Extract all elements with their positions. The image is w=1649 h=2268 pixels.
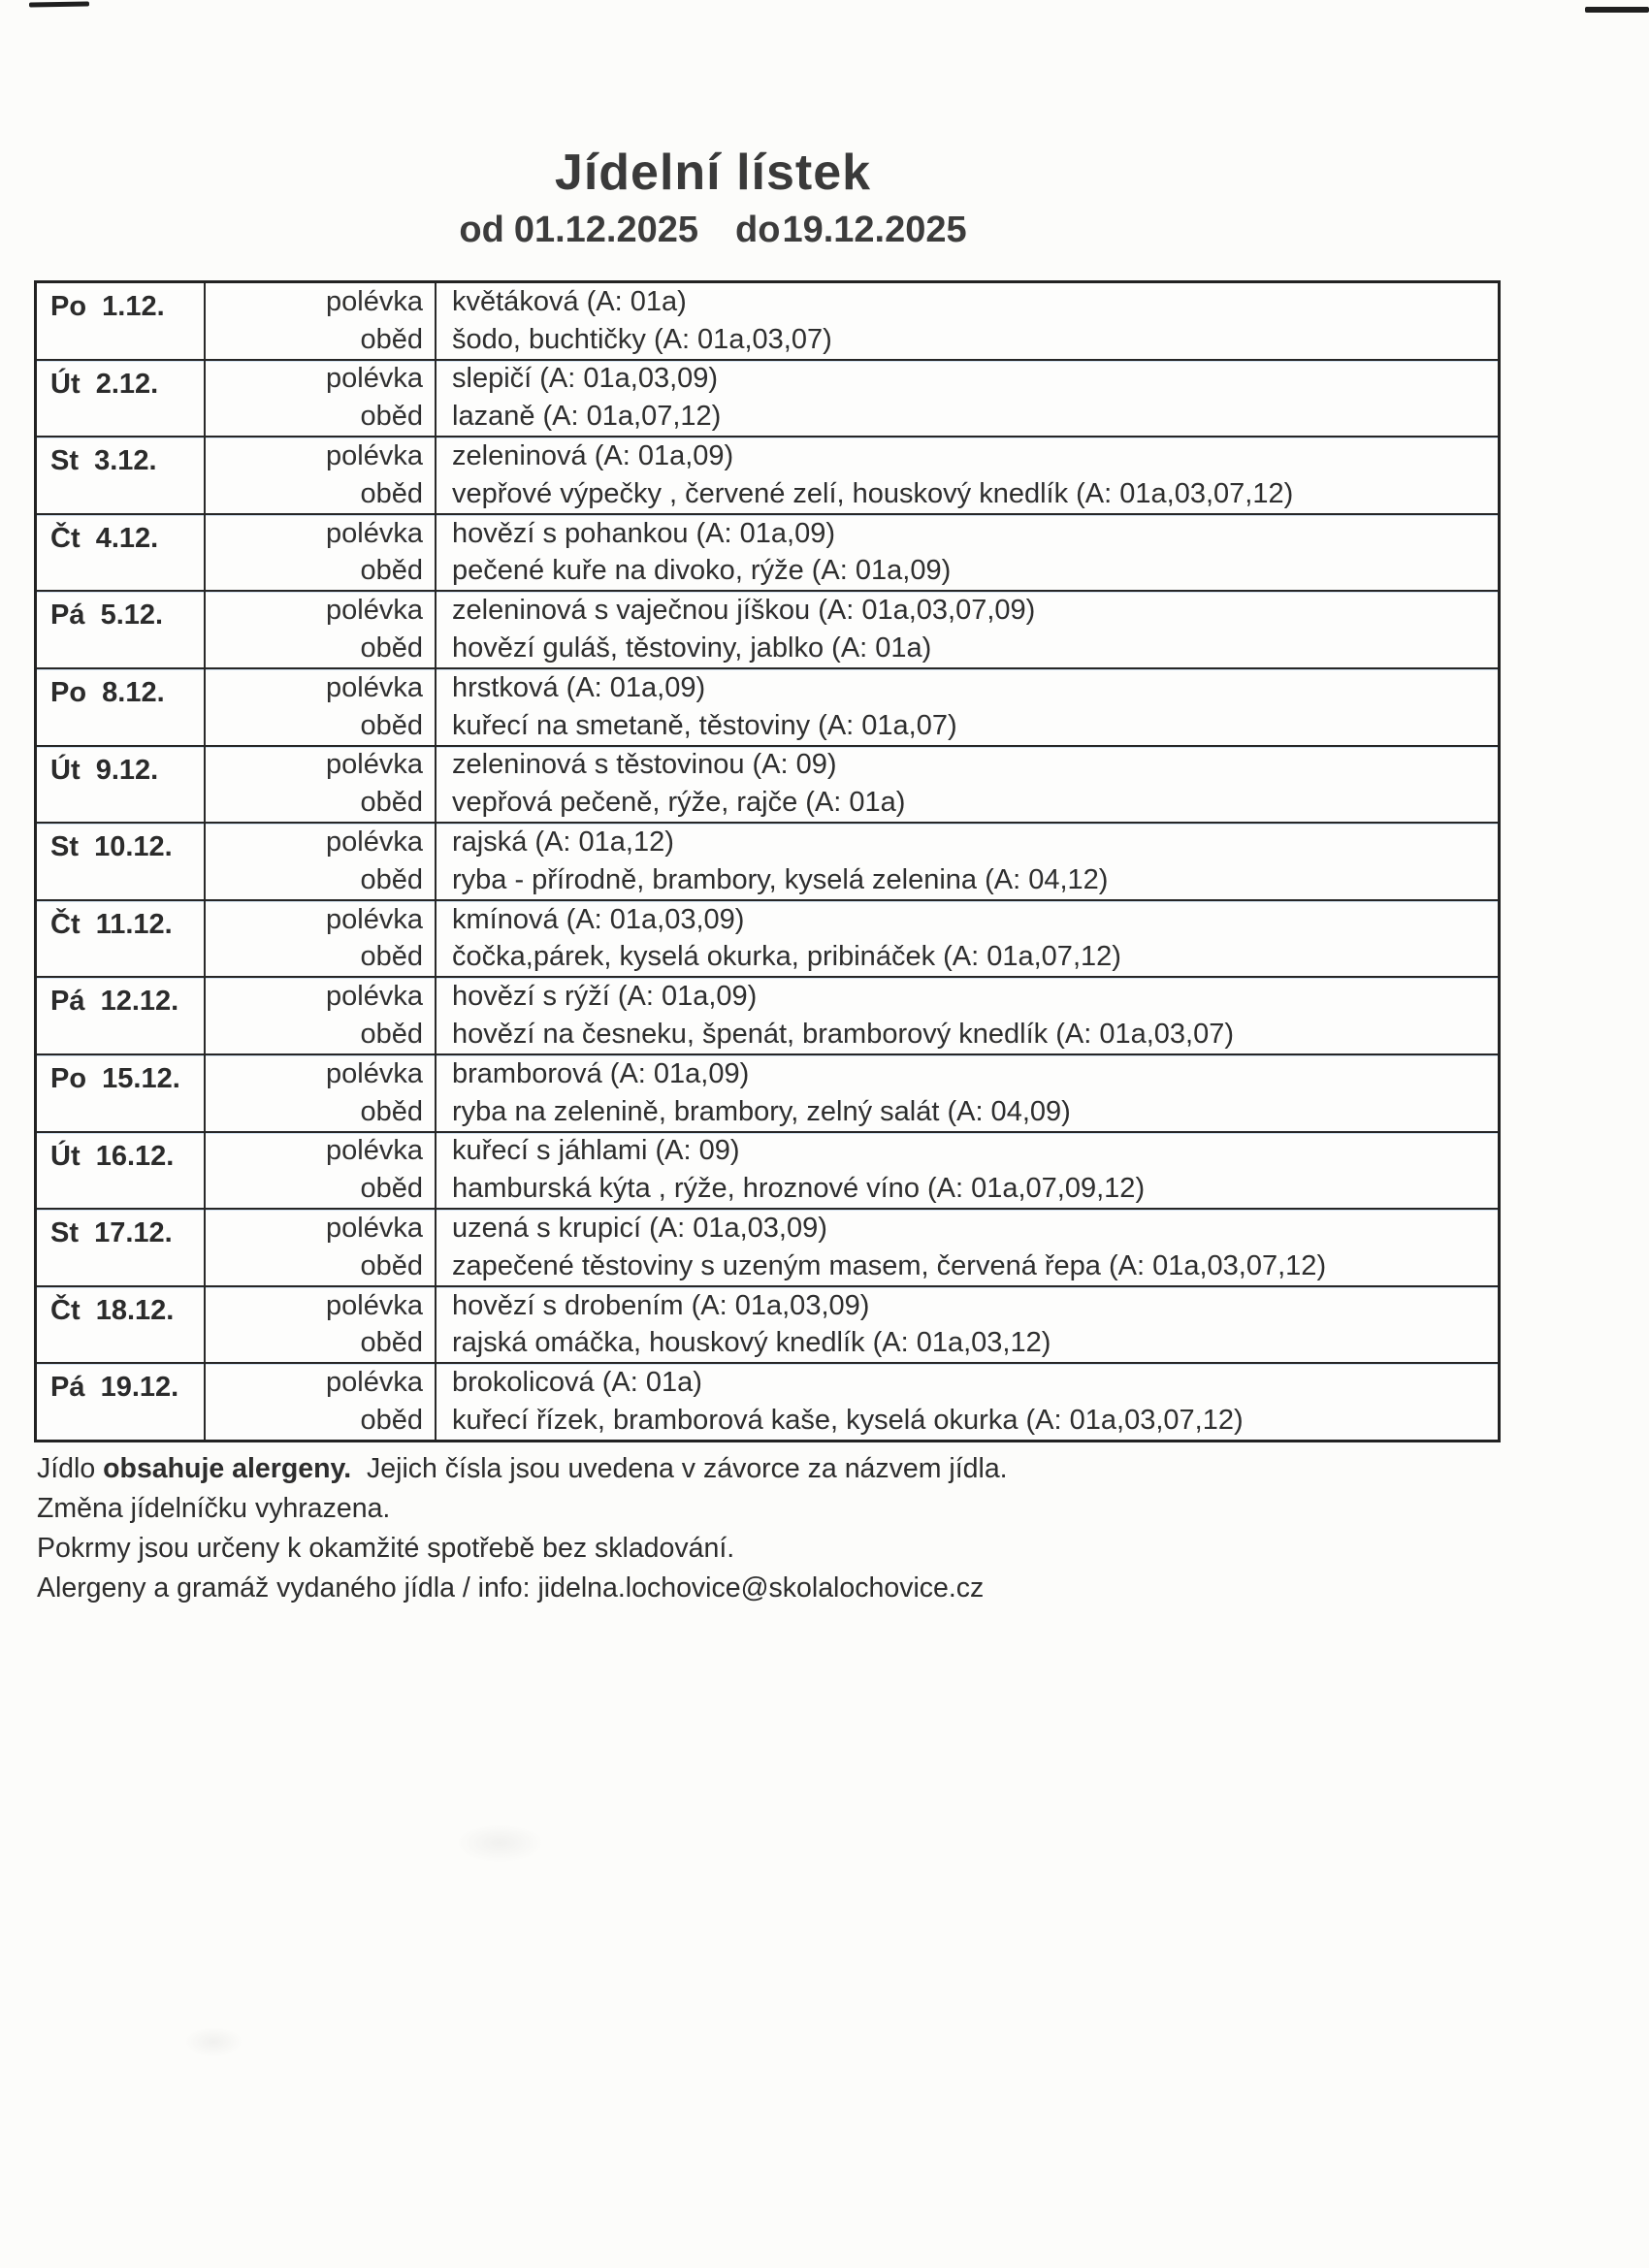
lunch-dish: kuřecí na smetaně, těstoviny (A: 01a,07)	[452, 709, 957, 741]
day-label: St 17.12.	[37, 1210, 206, 1285]
meal-type-column	[206, 592, 436, 667]
soup-label: polévka	[326, 595, 423, 627]
soup-dish: hrstková (A: 01a,09)	[452, 671, 706, 703]
soup-label: polévka	[326, 1367, 423, 1399]
lunch-dish: rajská omáčka, houskový knedlík (A: 01a,03,12)	[452, 1327, 1051, 1359]
menu-day-block	[37, 669, 1498, 747]
menu-day-block	[37, 592, 1498, 669]
day-label: Čt 11.12.	[37, 901, 206, 977]
meal-type-column	[206, 437, 436, 513]
dish-column	[436, 361, 1498, 437]
lunch-dish: zapečené těstoviny s uzeným masem, červená řepa (A: 01a,03,07,12)	[452, 1249, 1327, 1281]
menu-day-block	[37, 1133, 1498, 1211]
meal-type-column	[206, 669, 436, 745]
meal-type-column	[206, 978, 436, 1053]
lunch-label: oběd	[360, 1173, 423, 1205]
day-label: Út 16.12.	[37, 1133, 206, 1209]
soup-label: polévka	[326, 363, 423, 395]
dish-column	[436, 515, 1498, 591]
menu-day-block	[37, 824, 1498, 901]
soup-label: polévka	[326, 1057, 423, 1089]
day-label: Čt 4.12.	[37, 515, 206, 591]
menu-day-block	[37, 1210, 1498, 1287]
lunch-dish: pečené kuře na divoko, rýže (A: 01a,09)	[452, 555, 952, 587]
lunch-label: oběd	[360, 787, 423, 819]
soup-dish: květáková (A: 01a)	[452, 285, 687, 317]
contact-note: Alergeny a gramáž vydaného jídla / info: jidelna.lochovice@skolalochovice.cz	[37, 1572, 985, 1604]
lunch-dish: čočka,párek, kyselá okurka, pribináček (A: 01a,07,12)	[452, 941, 1121, 973]
meal-type-column	[206, 1055, 436, 1131]
soup-dish: uzená s krupicí (A: 01a,03,09)	[452, 1213, 827, 1245]
soup-dish: hovězí s rýží (A: 01a,09)	[452, 981, 758, 1013]
soup-label: polévka	[326, 1135, 423, 1167]
soup-dish: rajská (A: 01a,12)	[452, 826, 674, 859]
lunch-label: oběd	[360, 863, 423, 895]
soup-dish: zeleninová s těstovinou (A: 09)	[452, 749, 837, 781]
dish-column	[436, 747, 1498, 823]
lunch-label: oběd	[360, 1019, 423, 1051]
meal-type-column	[206, 515, 436, 591]
menu-day-block	[37, 437, 1498, 515]
menu-table	[34, 280, 1501, 1442]
day-label: Čt 18.12.	[37, 1287, 206, 1363]
meal-type-column	[206, 283, 436, 359]
footer-notes	[37, 1449, 1589, 1608]
consumption-note: Pokrmy jsou určeny k okamžité spotřebě bez skladování.	[37, 1533, 735, 1564]
lunch-label: oběd	[360, 1095, 423, 1127]
menu-day-block	[37, 901, 1498, 979]
day-label: Pá 12.12.	[37, 978, 206, 1053]
lunch-dish: vepřové výpečky , červené zelí, houskový knedlík (A: 01a,03,07,12)	[452, 477, 1294, 509]
soup-label: polévka	[326, 826, 423, 859]
dish-column	[436, 1364, 1498, 1440]
to-date: 19.12.2025	[782, 210, 967, 250]
from-date: 01.12.2025	[513, 210, 698, 250]
soup-label: polévka	[326, 517, 423, 549]
soup-dish: hovězí s pohankou (A: 01a,09)	[452, 517, 835, 549]
allergen-note: Jídlo obsahuje alergeny. Jejich čísla jsou uvedena v závorce za názvem jídla.	[37, 1453, 1008, 1484]
dish-column	[436, 283, 1498, 359]
soup-dish: zeleninová (A: 01a,09)	[452, 440, 734, 472]
soup-label: polévka	[326, 903, 423, 935]
dish-column	[436, 669, 1498, 745]
soup-label: polévka	[326, 981, 423, 1013]
day-label: St 3.12.	[37, 437, 206, 513]
soup-dish: bramborová (A: 01a,09)	[452, 1057, 750, 1089]
soup-label: polévka	[326, 1213, 423, 1245]
soup-dish: hovězí s drobením (A: 01a,03,09)	[452, 1289, 870, 1321]
dish-column	[436, 437, 1498, 513]
menu-day-block	[37, 978, 1498, 1055]
soup-label: polévka	[326, 1289, 423, 1321]
allergen-note-bold: obsahuje alergeny.	[103, 1453, 352, 1484]
day-label: Po 8.12.	[37, 669, 206, 745]
soup-dish: kmínová (A: 01a,03,09)	[452, 903, 745, 935]
soup-dish: zeleninová s vaječnou jíškou (A: 01a,03,07,09)	[452, 595, 1036, 627]
meal-type-column	[206, 1210, 436, 1285]
soup-label: polévka	[326, 285, 423, 317]
scan-artifact-top-left	[29, 1, 89, 7]
meal-type-column	[206, 901, 436, 977]
date-range	[0, 210, 1426, 251]
lunch-dish: vepřová pečeně, rýže, rajče (A: 01a)	[452, 787, 906, 819]
scan-smudge	[456, 1824, 543, 1863]
soup-label: polévka	[326, 671, 423, 703]
lunch-dish: lazaně (A: 01a,07,12)	[452, 401, 722, 433]
scan-smudge	[184, 2027, 242, 2057]
lunch-dish: hovězí guláš, těstoviny, jablko (A: 01a)	[452, 632, 932, 664]
menu-day-block	[37, 1287, 1498, 1365]
menu-day-block	[37, 747, 1498, 825]
dish-column	[436, 1210, 1498, 1285]
from-label: od	[459, 210, 504, 250]
soup-dish: slepičí (A: 01a,03,09)	[452, 363, 719, 395]
lunch-label: oběd	[360, 1249, 423, 1281]
dish-column	[436, 1287, 1498, 1363]
menu-day-block	[37, 1364, 1498, 1440]
document-header	[0, 144, 1426, 251]
day-label: Po 1.12.	[37, 283, 206, 359]
day-label: Út 2.12.	[37, 361, 206, 437]
dish-column	[436, 1133, 1498, 1209]
meal-type-column	[206, 747, 436, 823]
dish-column	[436, 901, 1498, 977]
dish-column	[436, 978, 1498, 1053]
lunch-dish: hovězí na česneku, špenát, bramborový knedlík (A: 01a,03,07)	[452, 1019, 1235, 1051]
dish-column	[436, 824, 1498, 899]
scan-artifact-top-right	[1585, 7, 1649, 13]
dish-column	[436, 592, 1498, 667]
lunch-label: oběd	[360, 401, 423, 433]
meal-type-column	[206, 1287, 436, 1363]
lunch-label: oběd	[360, 709, 423, 741]
lunch-dish: ryba - přírodně, brambory, kyselá zelenina (A: 04,12)	[452, 863, 1109, 895]
menu-day-block	[37, 361, 1498, 438]
meal-type-column	[206, 1133, 436, 1209]
meal-type-column	[206, 361, 436, 437]
day-label: Út 9.12.	[37, 747, 206, 823]
lunch-label: oběd	[360, 323, 423, 355]
lunch-label: oběd	[360, 1405, 423, 1436]
lunch-label: oběd	[360, 555, 423, 587]
lunch-dish: šodo, buchtičky (A: 01a,03,07)	[452, 323, 832, 355]
day-label: Pá 5.12.	[37, 592, 206, 667]
lunch-dish: ryba na zelenině, brambory, zelný salát (A: 04,09)	[452, 1095, 1071, 1127]
lunch-dish: hamburská kýta , rýže, hroznové víno (A: 01a,07,09,12)	[452, 1173, 1146, 1205]
menu-change-note: Změna jídelníčku vyhrazena.	[37, 1493, 391, 1524]
soup-label: polévka	[326, 440, 423, 472]
meal-type-column	[206, 1364, 436, 1440]
menu-day-block	[37, 515, 1498, 593]
dish-column	[436, 1055, 1498, 1131]
meal-type-column	[206, 824, 436, 899]
menu-day-block	[37, 283, 1498, 361]
lunch-dish: kuřecí řízek, bramborová kaše, kyselá okurka (A: 01a,03,07,12)	[452, 1405, 1244, 1436]
lunch-label: oběd	[360, 632, 423, 664]
soup-dish: kuřecí s jáhlami (A: 09)	[452, 1135, 740, 1167]
soup-dish: brokolicová (A: 01a)	[452, 1367, 702, 1399]
lunch-label: oběd	[360, 1327, 423, 1359]
to-label: do	[735, 210, 781, 250]
menu-day-block	[37, 1055, 1498, 1133]
lunch-label: oběd	[360, 941, 423, 973]
lunch-label: oběd	[360, 477, 423, 509]
day-label: Po 15.12.	[37, 1055, 206, 1131]
soup-label: polévka	[326, 749, 423, 781]
page-title: Jídelní lístek	[554, 145, 872, 201]
day-label: Pá 19.12.	[37, 1364, 206, 1440]
day-label: St 10.12.	[37, 824, 206, 899]
